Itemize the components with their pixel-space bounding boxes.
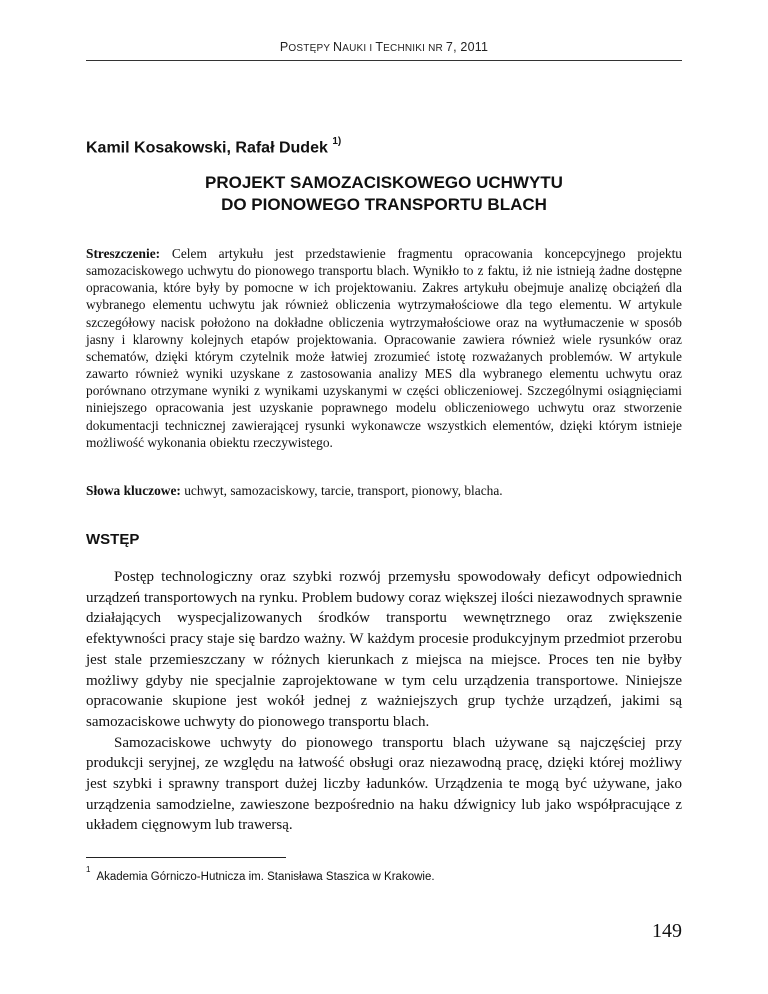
author-list <box>86 138 341 157</box>
footnote-mark: 1 <box>86 865 91 874</box>
body-paragraph-1: Postęp technologiczny oraz szybki rozwój przemysłu spowodowały deficyt odpowiednich urządzeń transportowych na rynku. Problem budowy coraz większej ilości niezawodnych sprawnie działających wyspecjalizowanych środków transportu wewnętrznego oraz zwiększenie efektywności pracy staje się bardzo ważny. W każdym procesie produkcyjnym przedmiot przerobu jest stale przemieszczany w różnych kierunkach z miejsca na miejsce. Proces ten nie byłby możliwy gdyby nie specjalnie zaprojektowane w tym celu urządzenia transportowe. Niniejsze opracowanie skupione jest wokół jednej z ważniejszych grup tychże urządzeń, jakimi są samozaciskowe uchwyty do pionowego transportu blach. <box>86 569 682 730</box>
page-number: 149 <box>652 920 682 942</box>
author-affiliation-mark: 1) <box>332 136 342 147</box>
authors-text: Kamil Kosakowski, Rafał Dudek <box>86 139 328 157</box>
title-line-1: PROJEKT SAMOZACISKOWEGO UCHWYTU <box>205 173 563 192</box>
footnote-text: Akademia Górniczo-Hutnicza im. Stanisława Staszica w Krakowie. <box>96 870 435 883</box>
abstract <box>86 245 682 451</box>
abstract-text: Celem artykułu jest przedstawienie fragmentu opracowania koncepcyjnego projektu samozaciskowego uchwytu do pionowego transportu blach. Wynikło to z faktu, iż nie istnieją żadne dostępne opracowania, które były by pomocne w ich projektowaniu. Zakres artykułu obejmuje analizę obciążeń dla wybranego elementu uchwytu jak również obliczenia wytrzymałościowe dla tego elementu. W artykule szczegółowy nacisk położono na dokładne obliczenia wytrzymałościowe oraz na wytłumaczenie w sposób jasny i klarowny kolejnych etapów projektowania. Opracowanie zawiera również wiele rysunków oraz schematów, dzięki którym czytelnik może łatwiej zrozumieć istotę rozważanych problemów. W artykule zawarto również wyniki uzyskane z zastosowania analizy MES dla wybranego elementu uchwytu oraz porównano otrzymane wyniki z wynikami uzyskanymi w części obliczeniowej. Szczególnymi osiągnięciami niniejszego opracowania jest uzyskanie poprawnego modelu obliczeniowego uchwytu oraz stworzenie dokumentacji technicznej zawierającej rysunki wykonawcze wszystkich elementów, dzięki którym istnieje możliwość wykonania obiektu rzeczywistego. <box>86 246 682 450</box>
body-paragraph-2: Samozaciskowe uchwyty do pionowego transportu blach używane są najczęściej przy produkcji seryjnej, ze względu na łatwość obsługi oraz niezawodną pracę, dzięki której możliwy jest szybki i sprawny transport dużej liczby ładunków. Urządzenia te mogą być używane, jako urządzenia samodzielne, zawieszone bezpośrednio na haku dźwignicy lub jako współpracujące z układem cięgnowym lub trawersą. <box>86 734 682 834</box>
footnote-rule <box>86 857 286 858</box>
keywords <box>86 482 682 499</box>
header-rule <box>86 60 682 61</box>
abstract-label: Streszczenie: <box>86 246 161 261</box>
section-body <box>86 567 682 836</box>
article-title <box>86 172 682 216</box>
title-line-2: DO PIONOWEGO TRANSPORTU BLACH <box>221 195 547 214</box>
keywords-label: Słowa kluczowe: <box>86 483 181 498</box>
section-heading: WSTĘP <box>86 531 140 548</box>
keywords-text: uchwyt, samozaciskowy, tarcie, transport, pionowy, blacha. <box>184 483 503 498</box>
running-head: POSTĘPY NAUKI I TECHNIKI NR 7, 2011 <box>279 40 489 54</box>
footnote <box>86 865 435 883</box>
